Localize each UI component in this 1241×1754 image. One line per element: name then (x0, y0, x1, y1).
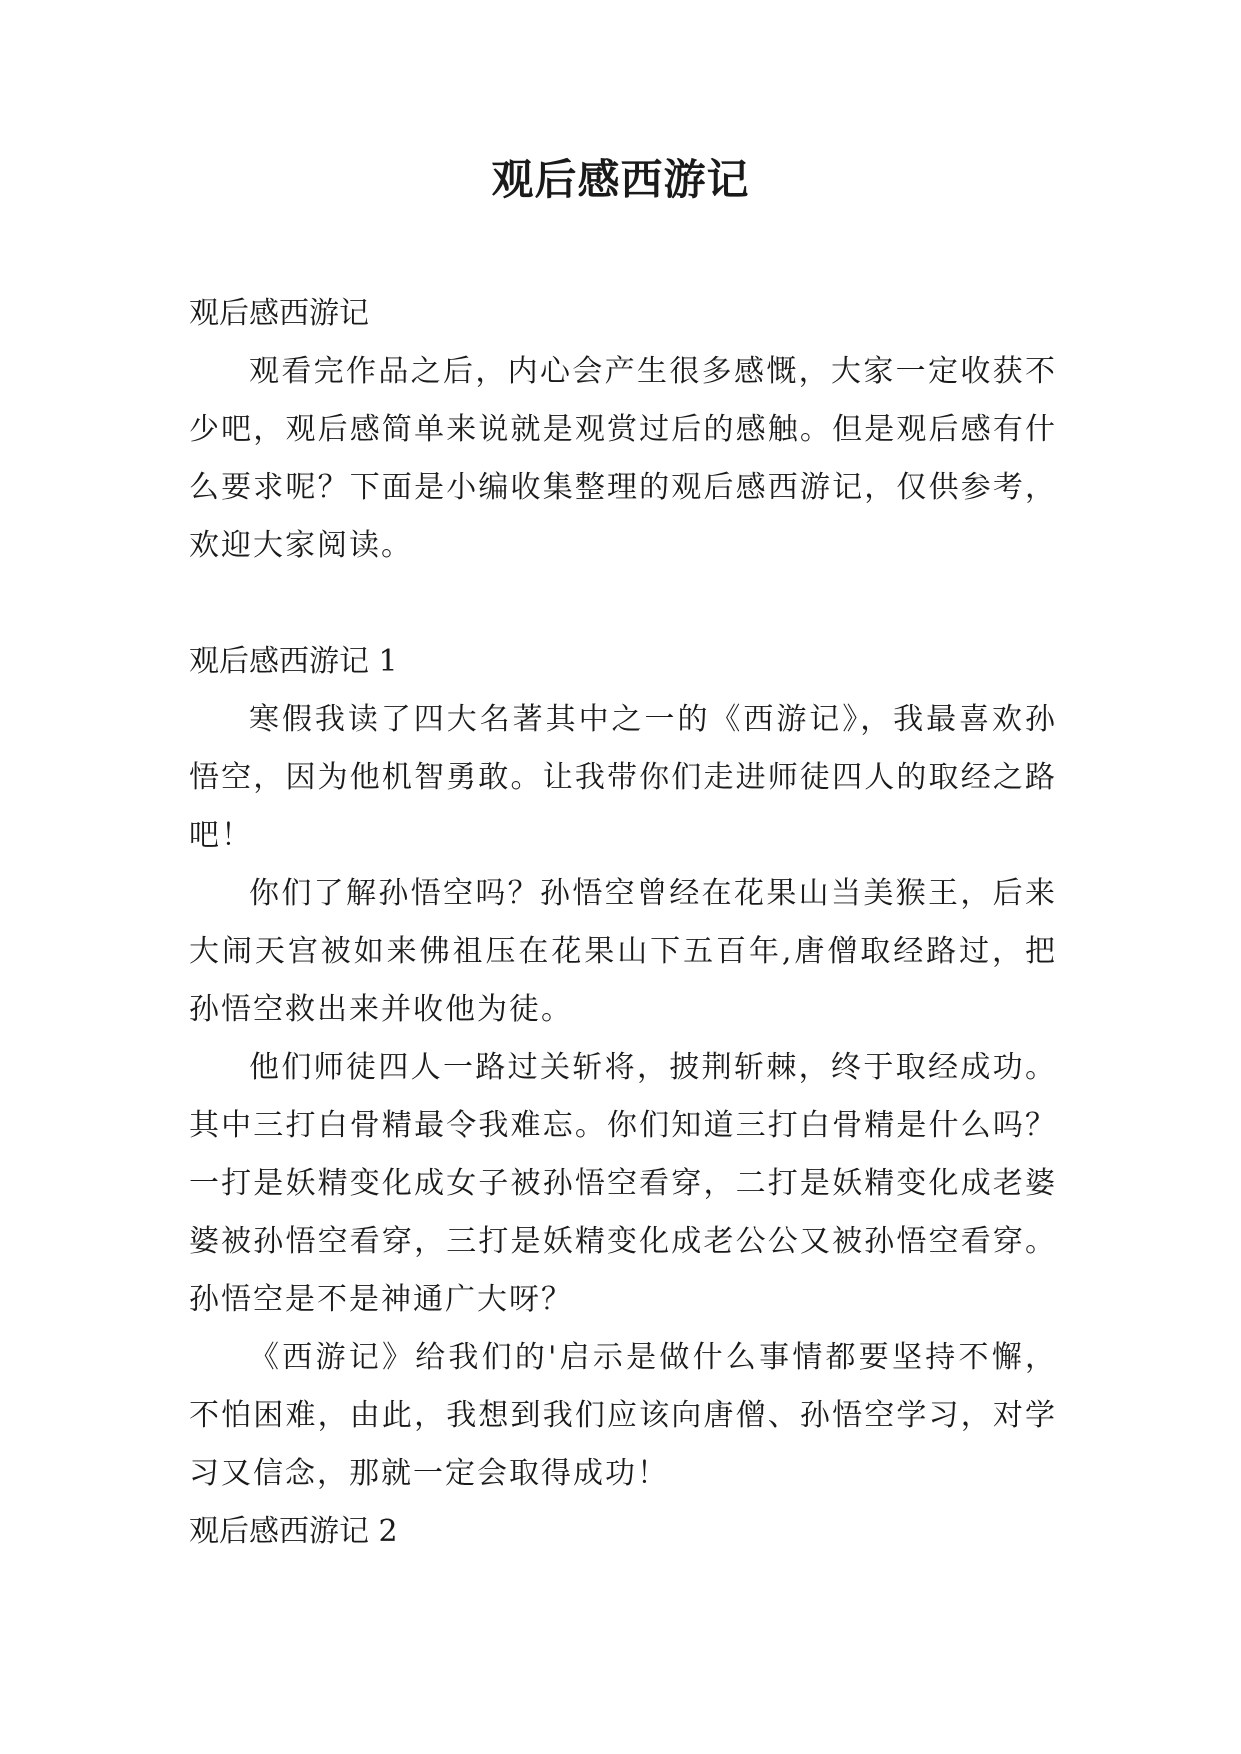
section-1-paragraph-2: 你们了解孙悟空吗？孙悟空曾经在花果山当美猴王，后来大闹天宫被如来佛祖压在花果山下五百年,唐僧取经路过，把孙悟空救出来并收他为徒。 (189, 876, 1057, 1027)
section-heading-intro: 观后感西游记 (189, 296, 369, 331)
document-body (189, 285, 1057, 1561)
document-title: 观后感西游记 (491, 155, 750, 204)
section-heading-2: 观后感西游记 2 (189, 1514, 398, 1549)
section-spacer (189, 575, 1057, 633)
section-1-paragraph-1: 寒假我读了四大名著其中之一的《西游记》，我最喜欢孙悟空，因为他机智勇敢。让我带你们走进师徒四人的取经之路吧！ (189, 702, 1057, 853)
section-heading-1: 观后感西游记 1 (189, 644, 398, 679)
section-1-paragraph-3: 他们师徒四人一路过关斩将，披荆斩棘，终于取经成功。其中三打白骨精最令我难忘。你们知道三打白骨精是什么吗？一打是妖精变化成女子被孙悟空看穿，二打是妖精变化成老婆婆被孙悟空看穿，三打是妖精变化成老公公又被孙悟空看穿。孙悟空是不是神通广大呀？ (189, 1050, 1057, 1317)
intro-paragraph: 观看完作品之后，内心会产生很多感慨，大家一定收获不少吧，观后感简单来说就是观赏过后的感触。但是观后感有什么要求呢？下面是小编收集整理的观后感西游记，仅供参考，欢迎大家阅读。 (189, 354, 1057, 563)
section-1-paragraph-4: 《西游记》给我们的'启示是做什么事情都要坚持不懈，不怕困难，由此，我想到我们应该向唐僧、孙悟空学习，对学习又信念，那就一定会取得成功！ (189, 1340, 1057, 1491)
